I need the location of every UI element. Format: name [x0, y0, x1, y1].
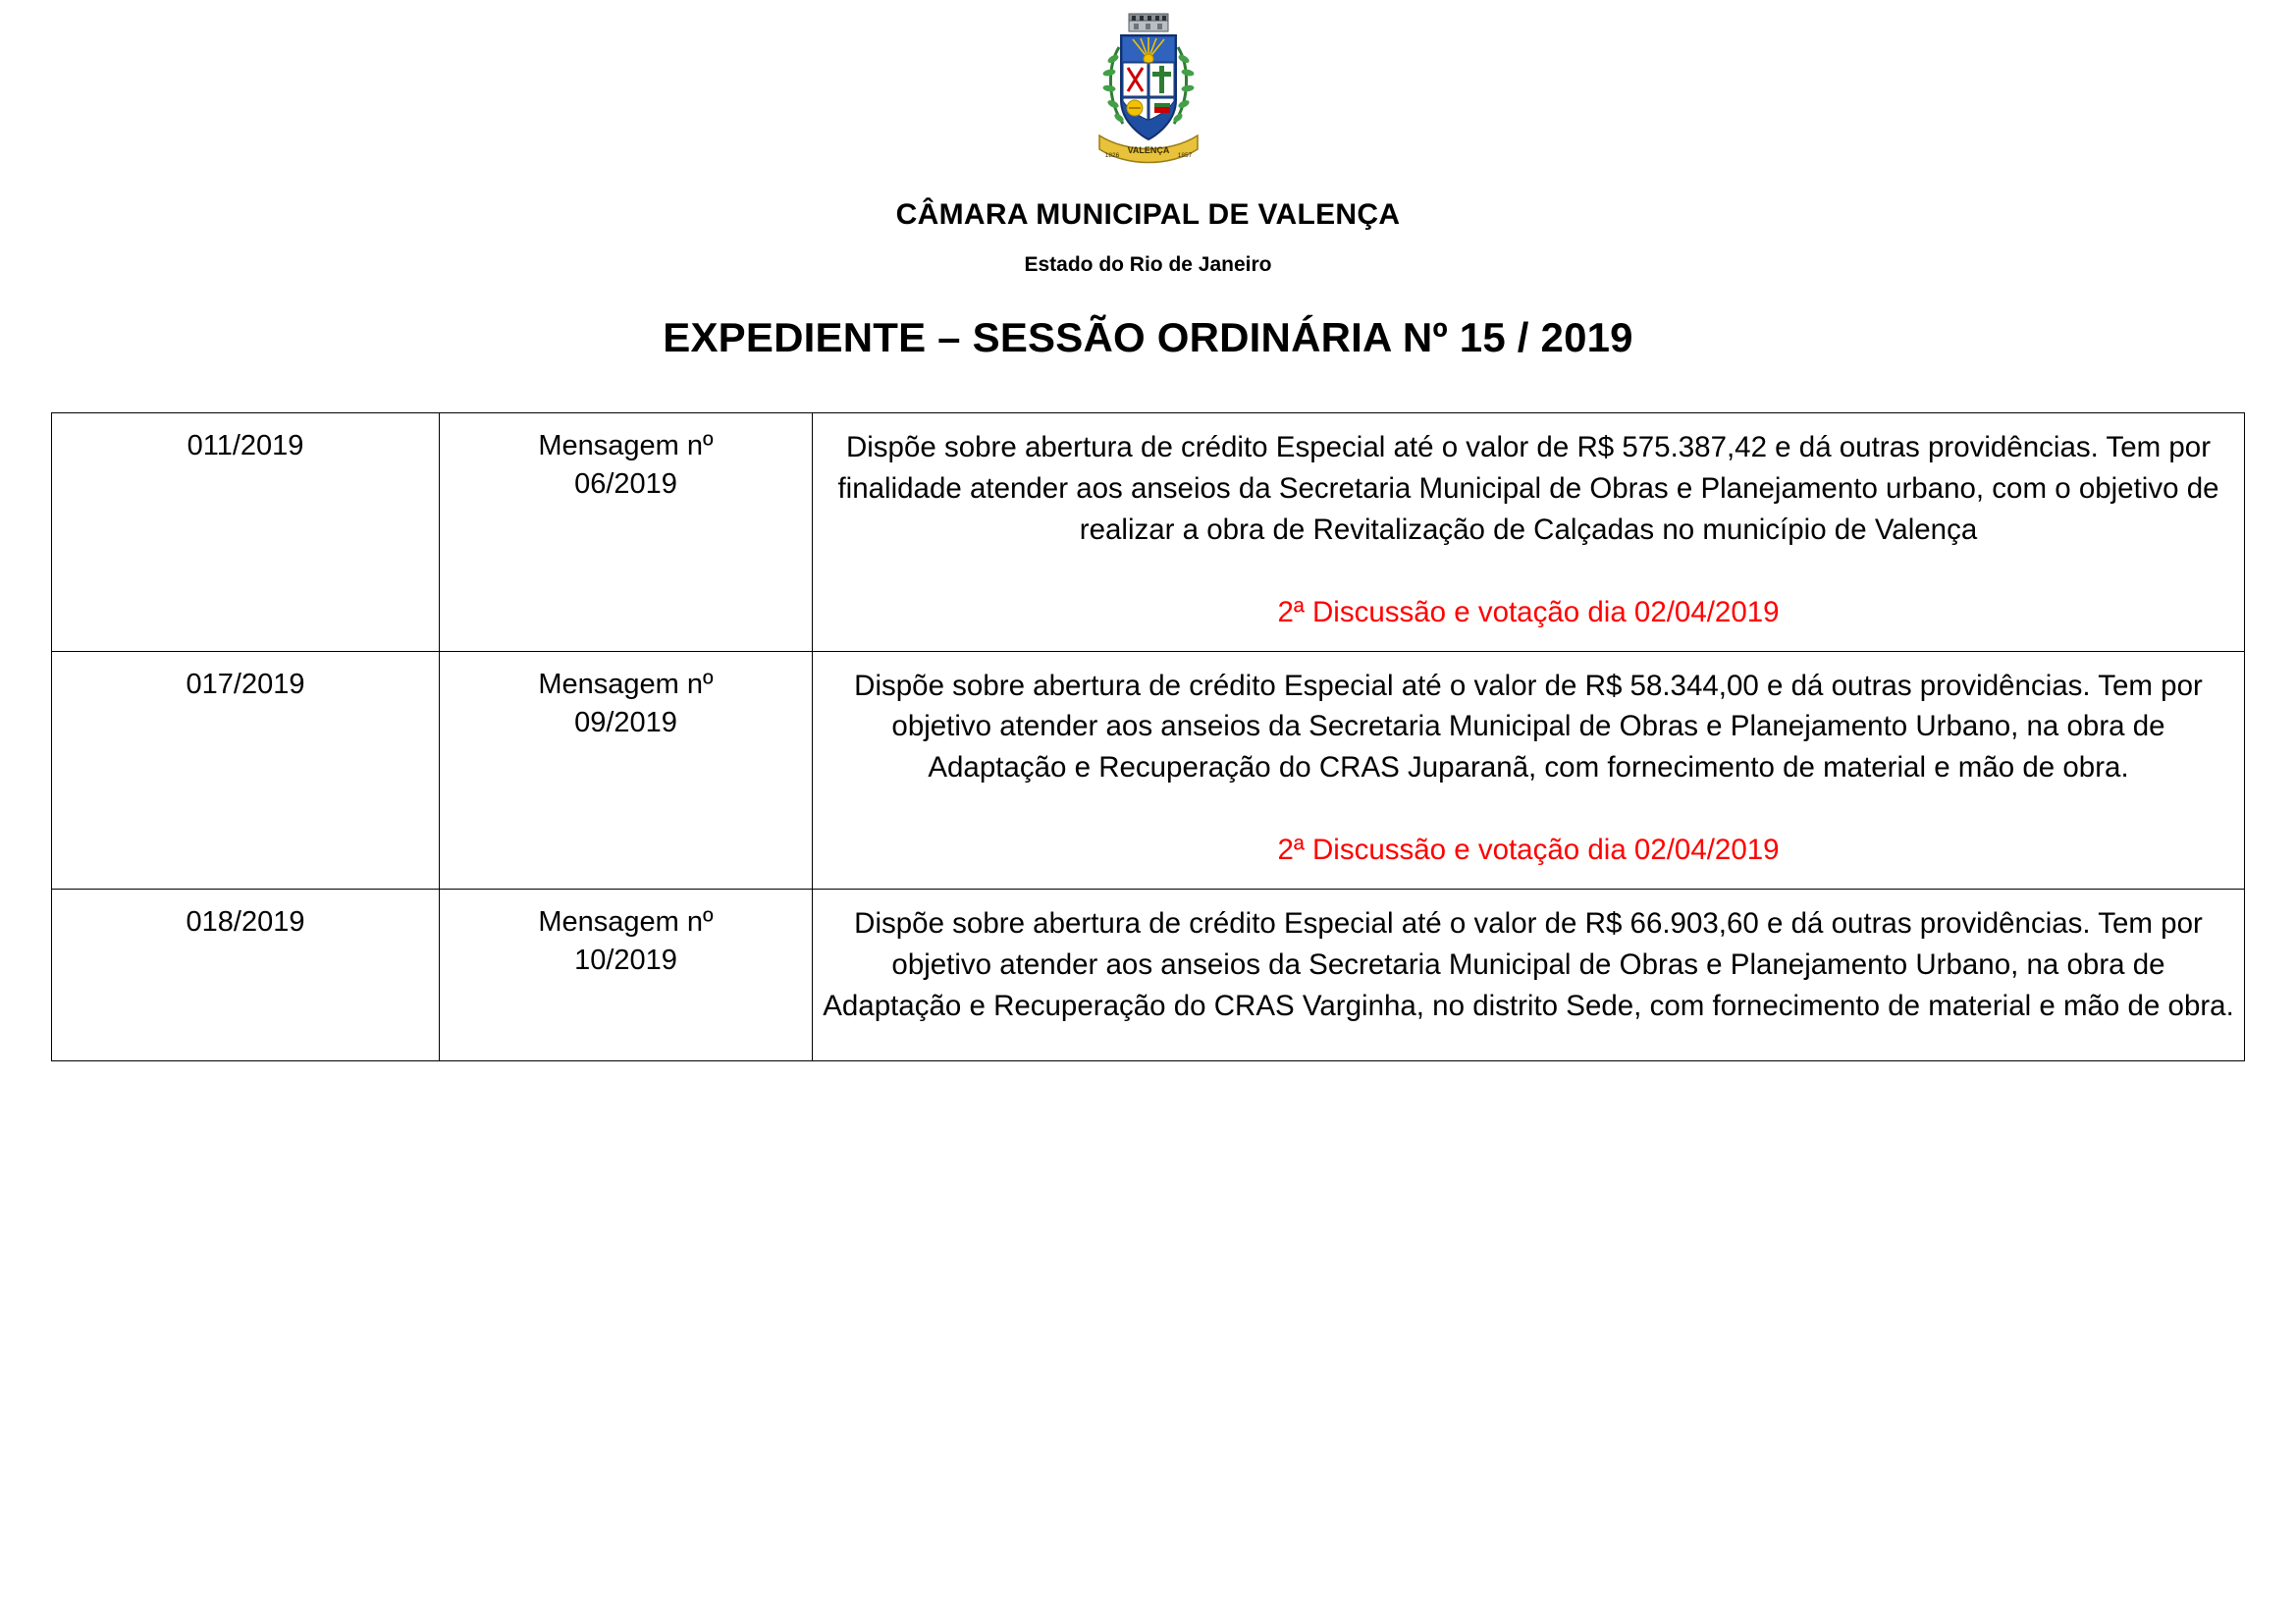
row-number: 017/2019 — [52, 651, 440, 890]
state-name: Estado do Rio de Janeiro — [1024, 253, 1272, 276]
row-number: 011/2019 — [52, 413, 440, 652]
row-description-cell — [813, 890, 2245, 1061]
svg-text:1826: 1826 — [1104, 152, 1119, 159]
row-message: Mensagem nº 10/2019 — [440, 890, 813, 1061]
table-row — [52, 413, 2245, 652]
row-note: 2ª Discussão e votação dia 02/04/2019 — [1277, 595, 1780, 628]
crest-banner-text: VALENÇA — [1127, 145, 1169, 155]
row-description: Dispõe sobre abertura de crédito Especial até o valor de R$ 66.903,60 e dá outras providências. Tem por objetivo atender aos anseios da Secretaria Municipal de Obras e Planejamento Urbano, na obra de Adaptação e Recuperação do CRAS Varginha, no distrito Sede, com fornecimento de material e mão de obra. — [823, 907, 2234, 1022]
row-description-cell — [813, 413, 2245, 652]
row-note: 2ª Discussão e votação dia 02/04/2019 — [1277, 834, 1780, 867]
row-message: Mensagem nº 06/2019 — [440, 413, 813, 652]
row-number: 018/2019 — [52, 890, 440, 1061]
row-message: Mensagem nº 09/2019 — [440, 651, 813, 890]
svg-text:1857: 1857 — [1177, 152, 1192, 159]
table-row — [52, 651, 2245, 890]
coat-of-arms-icon — [1090, 10, 1207, 189]
row-description-cell — [813, 651, 2245, 890]
table-row — [52, 890, 2245, 1061]
row-description: Dispõe sobre abertura de crédito Especial até o valor de R$ 575.387,42 e dá outras providências. Tem por finalidade atender aos anseios da Secretaria Municipal de Obras e Planejamento urbano, com o objetivo de realizar a obra de Revitalização de Calçadas no município de Valença — [837, 431, 2219, 546]
page-title: EXPEDIENTE – SESSÃO ORDINÁRIA Nº 15 / 2019 — [663, 314, 1633, 360]
expediente-table — [51, 412, 2245, 1061]
expediente-table-wrapper — [51, 412, 2245, 1061]
row-description: Dispõe sobre abertura de crédito Especial até o valor de R$ 58.344,00 e dá outras providências. Tem por objetivo atender aos anseios da Secretaria Municipal de Obras e Planejamento Urbano, na obra de Adaptação e Recuperação do CRAS Juparanã, com fornecimento de material e mão de obra. — [854, 669, 2203, 784]
organization-name: CÂMARA MUNICIPAL DE VALENÇA — [895, 198, 1401, 231]
row-note-spacer — [823, 1027, 2234, 1043]
document-header — [0, 0, 2296, 361]
